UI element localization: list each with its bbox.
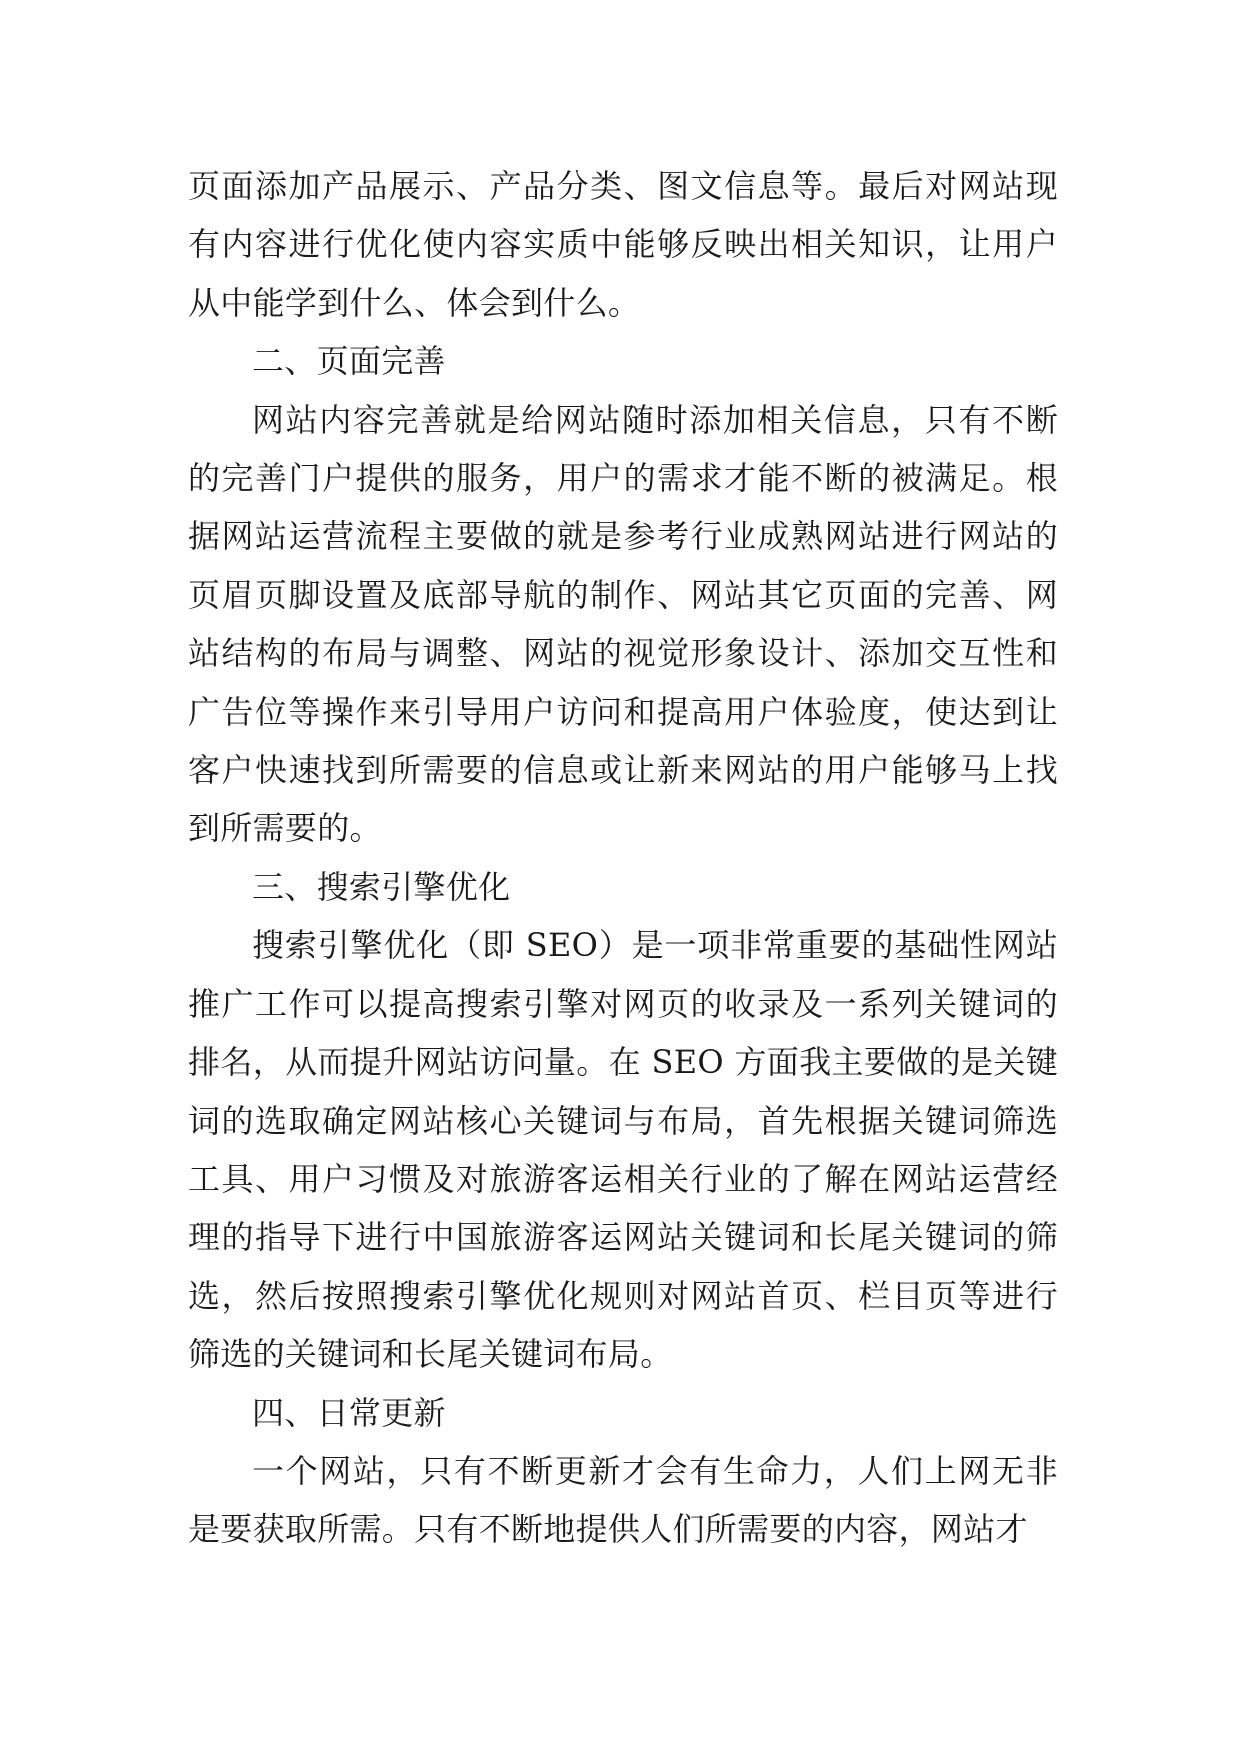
paragraph-page-improvement: 网站内容完善就是给网站随时添加相关信息，只有不断的完善门户提供的服务，用户的需求才能不断的被满足。根据网站运营流程主要做的就是参考行业成熟网站进行网站的页眉页脚设置及底部导航的制作、网站其它页面的完善、网站结构的布局与调整、网站的视觉形象设计、添加交互性和广告位等操作来引导用户访问和提高用户体验度，使达到让客户快速找到所需要的信息或让新来网站的用户能够马上找到所需要的。 <box>188 400 1058 848</box>
section-heading-daily-update: 四、日常更新 <box>252 1393 446 1432</box>
section-heading-seo: 三、搜索引擎优化 <box>252 867 511 906</box>
paragraph-daily-update: 一个网站，只有不断更新才会有生命力，人们上网无非是要获取所需。只有不断地提供人们所需要的内容，网站才 <box>188 1451 1058 1549</box>
section-heading-page-improvement: 二、页面完善 <box>252 342 446 381</box>
paragraph-seo: 搜索引擎优化（即 SEO）是一项非常重要的基础性网站推广工作可以提高搜索引擎对网页的收录及一系列关键词的排名，从而提升网站访问量。在 SEO 方面我主要做的是关键词的选取确定网站核心关键词与布局，首先根据关键词筛选工具、用户习惯及对旅游客运相关行业的了解在网站运营经理的指导下进行中国旅游客运网站关键词和长尾关键词的筛选，然后按照搜索引擎优化规则对网站首页、栏目页等进行筛选的关键词和长尾关键词布局。 <box>188 926 1058 1374</box>
document-page <box>188 157 1058 1559</box>
paragraph-intro-continuation: 页面添加产品展示、产品分类、图文信息等。最后对网站现有内容进行优化使内容实质中能够反映出相关知识，让用户从中能学到什么、体会到什么。 <box>188 167 1058 322</box>
